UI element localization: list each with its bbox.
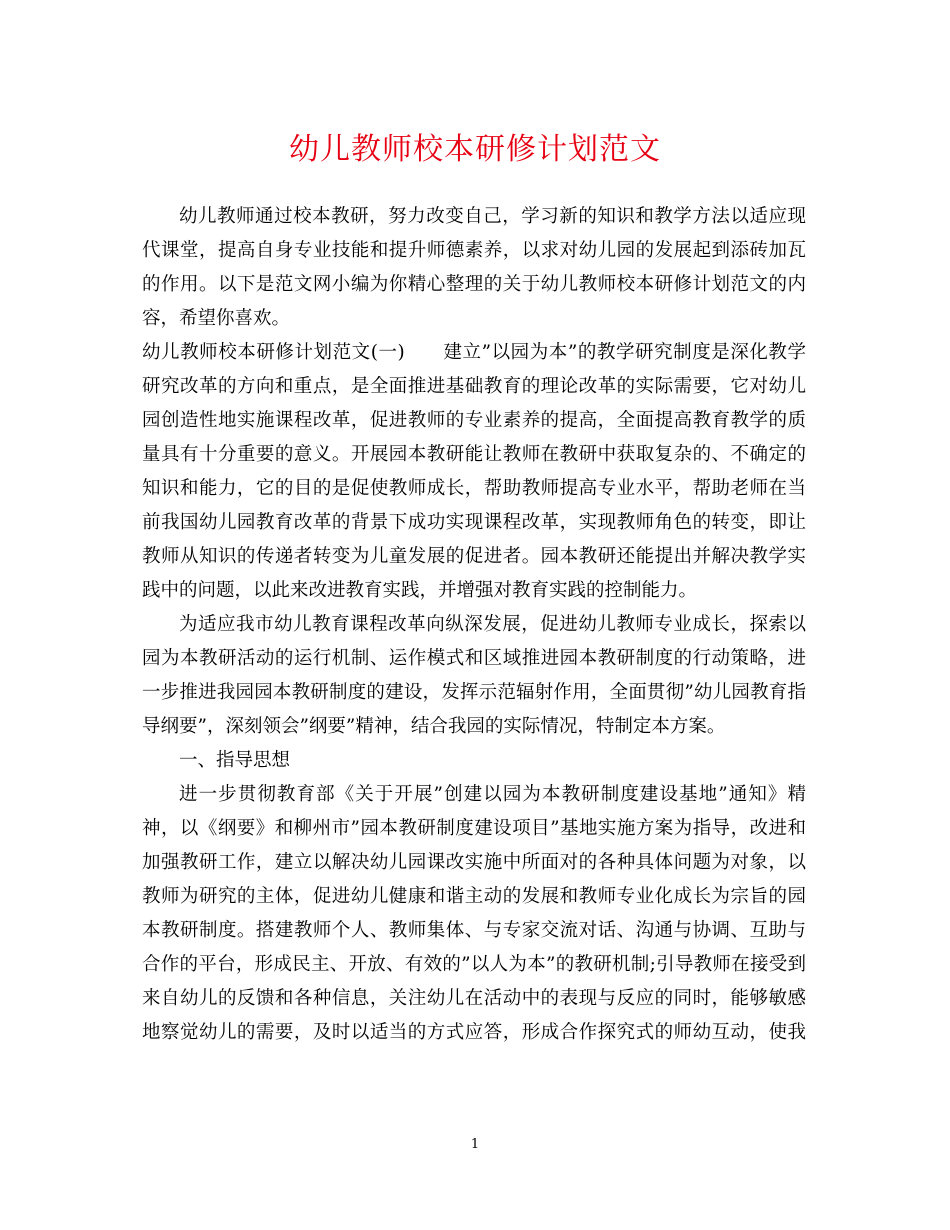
- paragraph-line: 践中的问题，以此来改进教育实践，并增强对教育实践的控制能力。: [142, 580, 698, 601]
- paragraph-line: 本教研制度。搭建教师个人、教师集体、与专家交流对话、沟通与协调、互助与: [142, 920, 806, 941]
- paragraph-line: 导纲要”，深刻领会”纲要”精神，结合我园的实际情况，特制定本方案。: [142, 716, 726, 737]
- paragraph-line: 园创造性地实施课程改革，促进教师的专业素养的提高，全面提高教育教学的质: [142, 410, 806, 431]
- paragraph-line: 加强教研工作，建立以解决幼儿园课改实施中所面对的各种具体问题为对象，以: [142, 852, 806, 873]
- paragraph-line: 容，希望你喜欢。: [142, 308, 291, 329]
- paragraph-line: 神，以《纲要》和柳州市”园本教研制度建设项目”基地实施方案为指导，改进和: [142, 818, 806, 839]
- paragraph-line: 教师从知识的传递者转变为儿童发展的促进者。园本教研还能提出并解决教学实: [142, 546, 806, 567]
- paragraph-line: 进一步贯彻教育部《关于开展”创建以园为本教研制度建设基地”通知》精: [179, 784, 806, 805]
- paragraph-line: 幼儿教师校本研修计划范文(一) 建立”以园为本”的教学研究制度是深化教学: [142, 342, 806, 363]
- page-number: 1: [470, 1137, 480, 1152]
- paragraph-line: 知识和能力，它的目的是促使教师成长，帮助教师提高专业水平，帮助老师在当: [142, 478, 806, 499]
- paragraph-line: 为适应我市幼儿教育课程改革向纵深发展，促进幼儿教师专业成长，探索以: [179, 614, 806, 635]
- paragraph-line: 合作的平台，形成民主、开放、有效的”以人为本”的教研机制;引导教师在接受到: [142, 954, 806, 975]
- paragraph-line: 幼儿教师通过校本教研，努力改变自己，学习新的知识和教学方法以适应现: [179, 206, 806, 227]
- paragraph-line: 前我国幼儿园教育改革的背景下成功实现课程改革，实现教师角色的转变，即让: [142, 512, 806, 533]
- paragraph-line: 教师为研究的主体，促进幼儿健康和谐主动的发展和教师专业化成长为宗旨的园: [142, 886, 806, 907]
- paragraph-line: 地察觉幼儿的需要，及时以适当的方式应答，形成合作探究式的师幼互动，使我: [142, 1022, 806, 1043]
- page-title: 幼儿教师校本研修计划范文: [289, 132, 661, 167]
- paragraph-line: 的作用。以下是范文网小编为你精心整理的关于幼儿教师校本研修计划范文的内: [142, 274, 806, 295]
- section-heading: 一、指导思想: [179, 750, 291, 771]
- paragraph-line: 一步推进我园园本教研制度的建设，发挥示范辐射作用，全面贯彻”幼儿园教育指: [142, 682, 806, 703]
- document-body: [142, 200, 806, 1050]
- paragraph-line: 量具有十分重要的意义。开展园本教研能让教师在教研中获取复杂的、不确定的: [142, 444, 806, 465]
- paragraph-line: 园为本教研活动的运行机制、运作模式和区域推进园本教研制度的行动策略，进: [142, 648, 806, 669]
- paragraph-line: 研究改革的方向和重点，是全面推进基础教育的理论改革的实际需要，它对幼儿: [142, 376, 806, 397]
- paragraph-line: 来自幼儿的反馈和各种信息，关注幼儿在活动中的表现与反应的同时，能够敏感: [142, 988, 806, 1009]
- paragraph-line: 代课堂，提高自身专业技能和提升师德素养，以求对幼儿园的发展起到添砖加瓦: [142, 240, 806, 261]
